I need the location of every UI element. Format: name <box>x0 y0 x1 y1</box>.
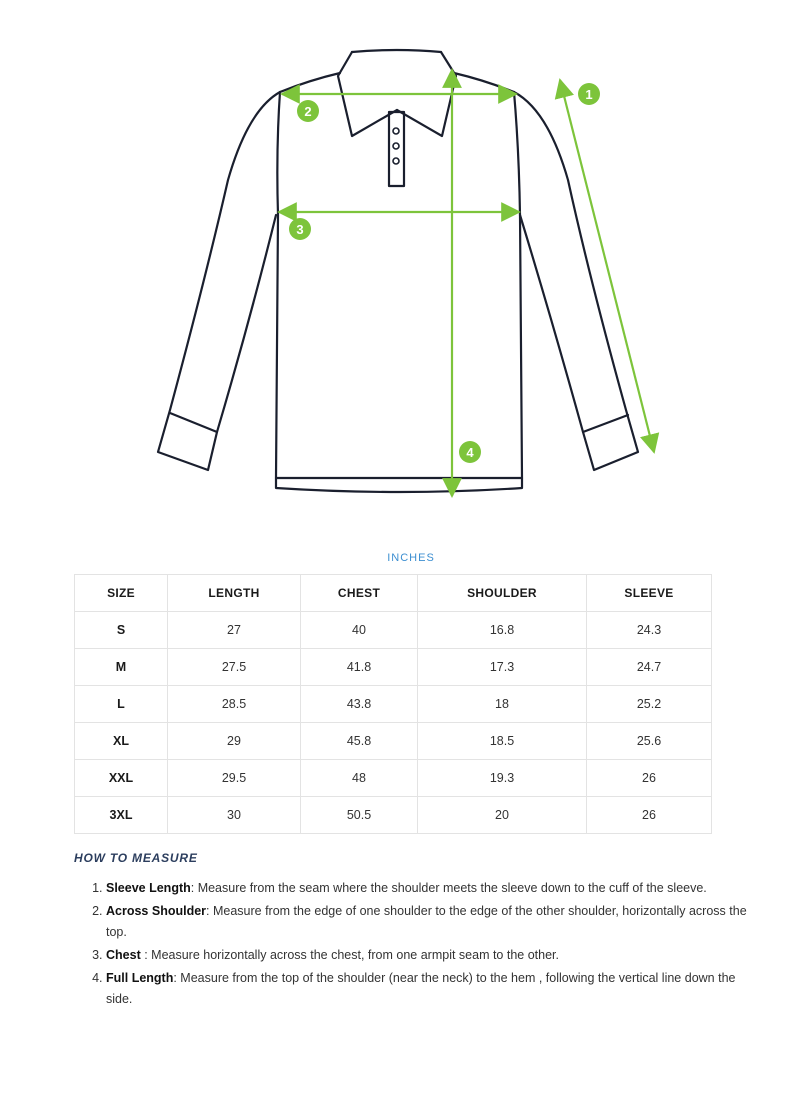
instruction-item-sleeve-length <box>106 878 756 899</box>
sleeve-cell: 26 <box>587 760 712 797</box>
table-row <box>75 760 712 797</box>
measurement-instructions <box>74 878 756 1012</box>
size-cell: M <box>75 649 168 686</box>
chest-cell: 40 <box>301 612 418 649</box>
instruction-item-chest <box>106 945 756 966</box>
table-row <box>75 649 712 686</box>
table-row <box>75 723 712 760</box>
column-header-shoulder: SHOULDER <box>418 575 587 612</box>
instruction-item-across-shoulder <box>106 901 756 943</box>
svg-text:4: 4 <box>466 445 474 460</box>
shirt-measurement-diagram <box>0 0 800 520</box>
length-cell: 30 <box>168 797 301 834</box>
sleeve-cell: 26 <box>587 797 712 834</box>
marker-2 <box>297 100 319 122</box>
marker-3 <box>289 218 311 240</box>
length-cell: 28.5 <box>168 686 301 723</box>
length-cell: 29.5 <box>168 760 301 797</box>
svg-text:1: 1 <box>585 87 593 102</box>
marker-4 <box>459 441 481 463</box>
table-row <box>75 797 712 834</box>
chest-cell: 43.8 <box>301 686 418 723</box>
shirt-buttons <box>393 128 399 164</box>
size-cell: S <box>75 612 168 649</box>
instruction-item-full-length <box>106 968 756 1010</box>
instruction-text: : Measure from the edge of one shoulder to the edge of the other shoulder, horizontally across the top. <box>106 904 747 939</box>
length-cell: 27 <box>168 612 301 649</box>
shirt-outline <box>158 50 638 492</box>
button-icon <box>393 128 399 134</box>
column-header-size: SIZE <box>75 575 168 612</box>
table-row <box>75 612 712 649</box>
size-cell: L <box>75 686 168 723</box>
shoulder-cell: 16.8 <box>418 612 587 649</box>
shoulder-cell: 20 <box>418 797 587 834</box>
column-header-chest: CHEST <box>301 575 418 612</box>
sleeve-cell: 24.3 <box>587 612 712 649</box>
size-cell: XL <box>75 723 168 760</box>
shoulder-cell: 18.5 <box>418 723 587 760</box>
sleeve-cell: 24.7 <box>587 649 712 686</box>
table-header-row <box>75 575 712 612</box>
column-header-sleeve: SLEEVE <box>587 575 712 612</box>
instruction-term: Sleeve Length <box>106 881 191 895</box>
instruction-term: Chest <box>106 948 141 962</box>
svg-text:2: 2 <box>304 104 312 119</box>
shoulder-cell: 18 <box>418 686 587 723</box>
instruction-text: : Measure from the seam where the shoulder meets the sleeve down to the cuff of the sleeve. <box>190 881 707 895</box>
chest-cell: 45.8 <box>301 723 418 760</box>
unit-label: INCHES <box>387 552 435 564</box>
sleeve-cell: 25.2 <box>587 686 712 723</box>
instruction-text: : Measure from the top of the shoulder (near the neck) to the hem , following the vertical line down the side. <box>106 971 736 1006</box>
column-header-length: LENGTH <box>168 575 301 612</box>
marker-1 <box>578 83 600 105</box>
table-row <box>75 686 712 723</box>
button-icon <box>393 158 399 164</box>
size-cell: XXL <box>75 760 168 797</box>
shoulder-cell: 19.3 <box>418 760 587 797</box>
sleeve-cell: 25.6 <box>587 723 712 760</box>
instruction-term: Full Length <box>106 971 174 985</box>
instruction-term: Across Shoulder <box>106 904 207 918</box>
chest-cell: 50.5 <box>301 797 418 834</box>
how-to-measure-title: HOW TO MEASURE <box>74 851 198 865</box>
size-cell: 3XL <box>75 797 168 834</box>
svg-text:3: 3 <box>296 222 304 237</box>
chest-cell: 48 <box>301 760 418 797</box>
chest-cell: 41.8 <box>301 649 418 686</box>
button-icon <box>393 143 399 149</box>
length-cell: 29 <box>168 723 301 760</box>
measure-lines <box>279 70 654 496</box>
instruction-text: : Measure horizontally across the chest, from one armpit seam to the other. <box>140 948 559 962</box>
size-chart-table <box>74 574 712 834</box>
shoulder-cell: 17.3 <box>418 649 587 686</box>
length-cell: 27.5 <box>168 649 301 686</box>
